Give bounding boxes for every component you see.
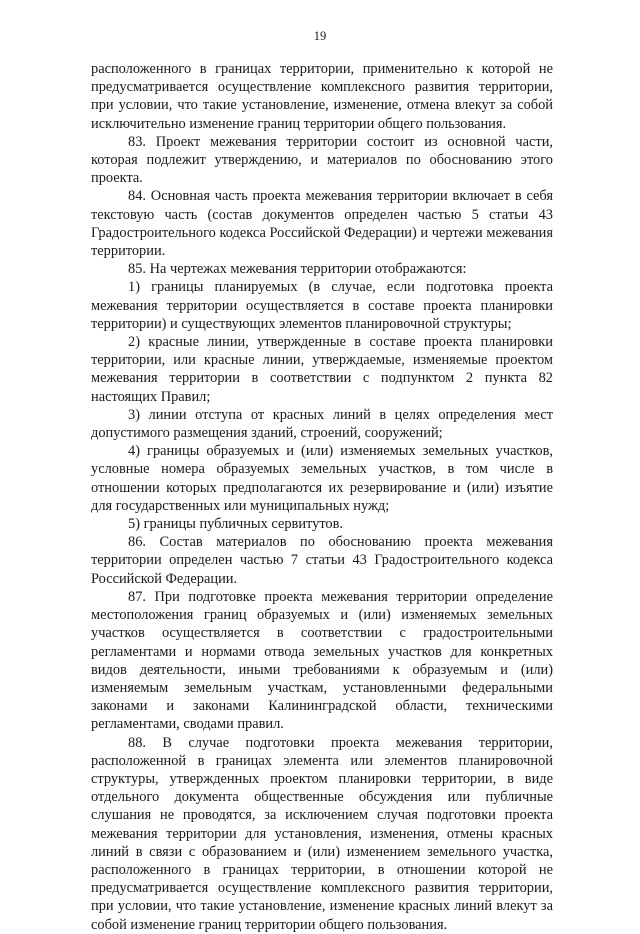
document-body xyxy=(91,60,553,934)
paragraph-84: 84. Основная часть проекта межевания территории включает в себя текстовую часть (состав документов определен частью 5 статьи 43 Градостроительного кодекса Российской Федерации) и чертежи межевания территории. xyxy=(91,188,553,260)
paragraph-83: 83. Проект межевания территории состоит из основной части, которая подлежит утверждению, и материалов по обоснованию этого проекта. xyxy=(91,133,553,187)
paragraph-85-item-3: 3) линии отступа от красных линий в целях определения мест допустимого размещения зданий, строений, сооружений; xyxy=(91,406,553,442)
paragraph-87: 87. При подготовке проекта межевания территории определение местоположения границ образуемых и (или) изменяемых земельных участков осуществляется в соответствии с градостроительными регламентами и нормами отвода земельных участков для конкретных видов деятельности, иными требованиями к образуемым и (или) изменяемым земельным участкам, установленными федеральными законами и законами Калининградской области, техническими регламентами, сводами правил. xyxy=(91,588,553,733)
paragraph-continuation: расположенного в границах территории, применительно к которой не предусматривается осуществление комплексного развития территории, при условии, что такие установление, изменение, отмена влекут за собой исключительно изменение границ территории общего пользования. xyxy=(91,61,553,132)
paragraph-85-item-2: 2) красные линии, утвержденные в составе проекта планировки территории, или красные линии, утверждаемые, изменяемые проектом межевания территории в соответствии с подпунктом 2 пункта 82 настоящих Правил; xyxy=(91,334,553,405)
paragraph-86: 86. Состав материалов по обоснованию проекта межевания территории определен частью 7 статьи 43 Градостроительного кодекса Российской Федерации. xyxy=(91,534,553,587)
paragraph-85-item-5: 5) границы публичных сервитутов. xyxy=(128,516,344,533)
page-number: 19 xyxy=(313,29,327,43)
paragraph-85-item-4: 4) границы образуемых и (или) изменяемых земельных участков, условные номера образуемых земельных участков, в том числе в отношении которых предполагаются их резервирование и (или) изъятие для государственных или муниципальных нужд; xyxy=(91,443,553,514)
paragraph-85-item-1: 1) границы планируемых (в случае, если подготовка проекта межевания территории осуществляется в составе проекта планировки территории) и существующих элементов планировочной структуры; xyxy=(91,279,553,332)
paragraph-88: 88. В случае подготовки проекта межевания территории, расположенной в границах элемента или элементов планировочной структуры, утвержденных проектом планировки территории, в виде отдельного документа общественные обсуждения или публичные слушания не проводятся, за исключением случая подготовки проекта межевания территории для установления, изменения, отмены красных линий в связи с образованием и (или) изменением земельного участка, расположенного в границах территории, в отношении которой не предусматривается осуществление комплексного развития территории, при условии, что такие установление, изменение красных линий влекут за собой изменение границ территории общего пользования. xyxy=(91,734,553,933)
paragraph-85: 85. На чертежах межевания территории отображаются: xyxy=(128,261,467,278)
